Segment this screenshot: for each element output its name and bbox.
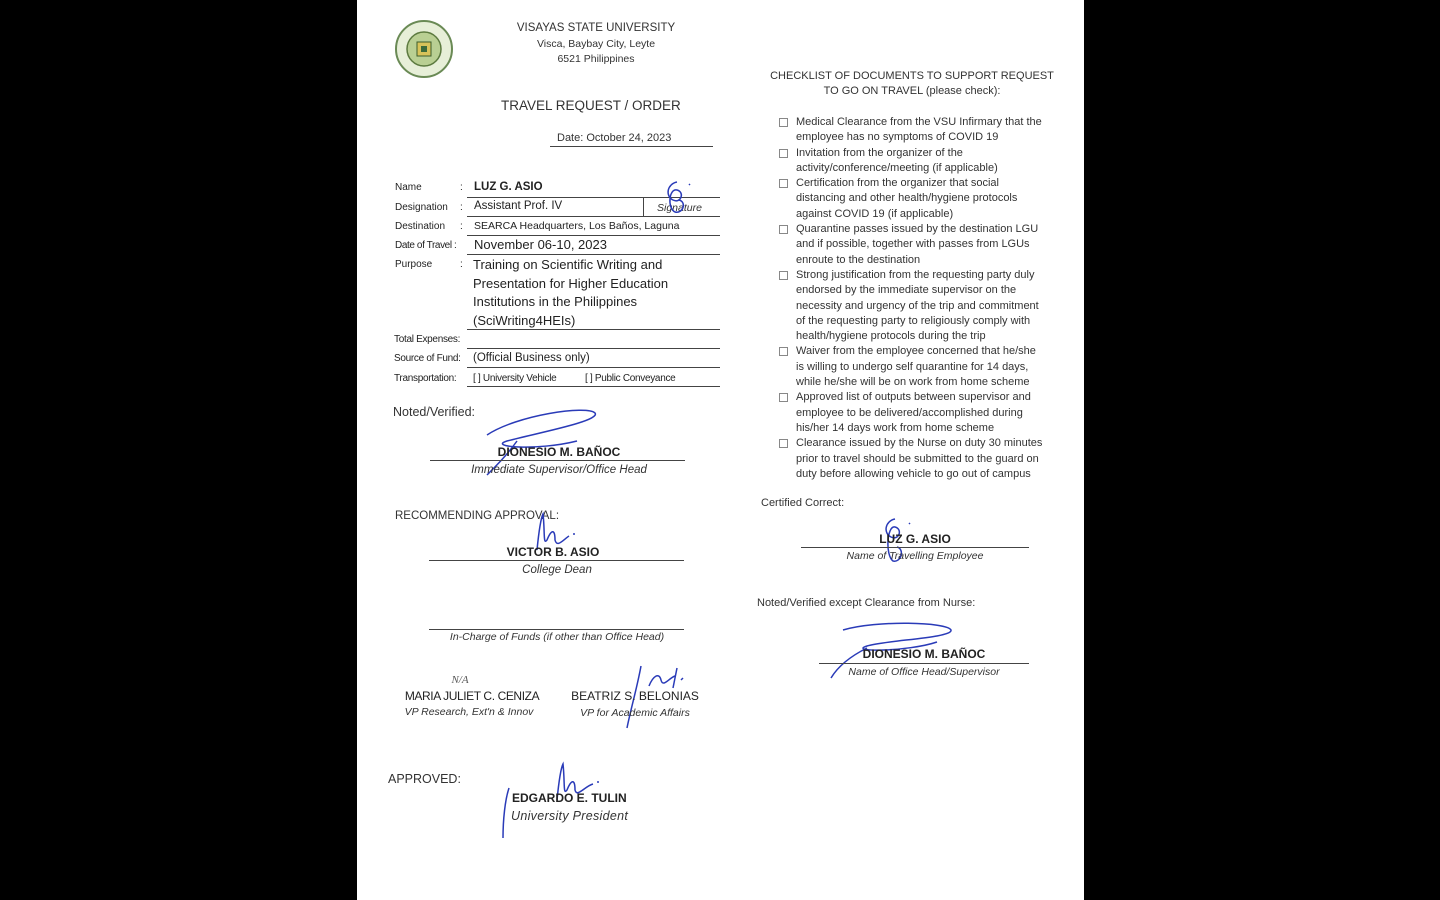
dean-name: VICTOR B. ASIO <box>506 545 600 559</box>
certified-correct-label: Certified Correct: <box>761 497 845 509</box>
designation-label: Designation <box>395 202 448 213</box>
form-date: Date: October 24, 2023 <box>557 132 672 144</box>
checklist-item-line: Clearance issued by the Nurse on duty 30 minutes <box>796 437 1043 450</box>
checkbox[interactable] <box>779 118 788 127</box>
field-line <box>467 235 720 236</box>
field-line <box>467 367 720 368</box>
transportation-label: Transportation: <box>394 373 457 384</box>
name-label: Name <box>395 182 422 193</box>
checklist-item-line: duty before allowing vehicle to go out of campus <box>796 467 1031 480</box>
checklist-item-line: health/hygiene protocols during the trip <box>796 330 986 343</box>
checklist-item-line: endorsed by the immediate supervisor on the <box>796 284 1017 297</box>
university-address-line2: 6521 Philippines <box>557 53 635 65</box>
signature-label: Signature <box>657 202 702 214</box>
public-conveyance-option: [ ] Public Conveyance <box>585 373 676 384</box>
designation-value: Assistant Prof. IV <box>474 200 563 212</box>
noted-except-nurse-label: Noted/Verified except Clearance from Nurse: <box>757 597 976 609</box>
form-title: TRAVEL REQUEST / ORDER <box>501 98 681 113</box>
funds-in-charge-title: In-Charge of Funds (if other than Office Head) <box>449 631 665 643</box>
checklist-item-line: his/her 14 days work from home scheme <box>796 421 995 434</box>
supervisor-title: Immediate Supervisor/Office Head <box>471 464 647 476</box>
signature-divider <box>643 197 644 217</box>
purpose-value <box>473 256 668 330</box>
vp-academic-name: BEATRIZ S. BELONIAS <box>571 689 699 703</box>
checklist-item-line: Invitation from the organizer of the <box>796 146 963 159</box>
colon: : <box>460 182 463 193</box>
signature-line <box>429 629 684 630</box>
checklist-item-line: prior to travel should be submitted to the guard on <box>796 452 1039 465</box>
date-of-travel-label: Date of Travel : <box>395 240 457 251</box>
office-head-title: Name of Office Head/Supervisor <box>848 666 1000 678</box>
field-line <box>467 329 720 330</box>
noted-verified-label: Noted/Verified: <box>393 405 475 419</box>
vp-research-name: MARIA JULIET C. CENIZA <box>404 689 540 703</box>
checkbox[interactable] <box>779 393 788 402</box>
university-seal-logo <box>393 18 455 80</box>
checklist-item-line: Waiver from the employee concerned that he/she <box>796 345 1036 358</box>
purpose-line: Training on Scientific Writing and <box>473 257 663 272</box>
checklist-item-line: of the requesting party to religiously comply with <box>796 314 1031 327</box>
destination-value: SEARCA Headquarters, Los Baños, Laguna <box>474 220 680 232</box>
checklist-item-line: is willing to undergo self quarantine for 14 days, <box>796 360 1029 373</box>
source-of-fund-value: (Official Business only) <box>473 352 590 364</box>
checkbox[interactable] <box>779 439 788 448</box>
employee-signature <box>659 178 699 218</box>
date-of-travel-value: November 06-10, 2023 <box>474 237 607 252</box>
checklist-item <box>796 115 1042 146</box>
checklist-item-line: enroute to the destination <box>796 253 921 266</box>
field-line <box>467 254 720 255</box>
signature-line <box>430 460 685 461</box>
president-name: EDGARDO E. TULIN <box>512 791 627 805</box>
date-underline <box>550 146 713 147</box>
colon: : <box>460 259 463 270</box>
signature-line <box>429 560 684 561</box>
president-title: University President <box>511 809 629 823</box>
approved-label: APPROVED: <box>388 772 461 786</box>
checkbox[interactable] <box>779 179 788 188</box>
field-line <box>467 348 720 349</box>
purpose-line: Institutions in the Philippines <box>473 294 638 309</box>
checklist-title-line2: TO GO ON TRAVEL (please check): <box>823 85 1001 97</box>
document-page <box>357 0 1084 900</box>
travelling-employee-title: Name of Travelling Employee <box>846 550 984 562</box>
office-head-name: DIONESIO M. BAÑOC <box>862 647 986 661</box>
checklist-item <box>796 222 1042 268</box>
checkbox[interactable] <box>779 225 788 234</box>
colon: : <box>460 221 463 232</box>
checkbox[interactable] <box>779 149 788 158</box>
university-name: VISAYAS STATE UNIVERSITY <box>516 22 676 34</box>
colon: : <box>460 202 463 213</box>
purpose-line: (SciWriting4HEIs) <box>473 312 576 328</box>
date-of-travel-label-text: Date of Travel <box>395 240 452 251</box>
signature-line <box>819 663 1029 664</box>
travelling-employee-name: LUZ G. ASIO <box>879 532 951 546</box>
purpose-label: Purpose <box>395 259 433 270</box>
vp-research-title: VP Research, Ext'n & Innov <box>404 706 534 718</box>
university-vehicle-option: [ ] University Vehicle <box>473 373 557 384</box>
name-value: LUZ G. ASIO <box>474 181 543 193</box>
dean-title: College Dean <box>522 564 592 576</box>
checklist <box>796 115 1042 482</box>
checklist-item <box>796 146 1042 177</box>
checklist-item-line: distancing and other health/hygiene protocols <box>796 192 1018 205</box>
destination-label: Destination <box>395 221 446 232</box>
checklist-item <box>796 390 1042 436</box>
checklist-item-line: Strong justification from the requesting party duly <box>796 268 1035 281</box>
checklist-item-line: while he/she will be on work from home scheme <box>796 376 1030 389</box>
purpose-line: Presentation for Higher Education <box>473 275 669 291</box>
vp-academic-title: VP for Academic Affairs <box>580 707 690 719</box>
checklist-item-line: Medical Clearance from the VSU Infirmary that the <box>796 116 1042 128</box>
not-applicable-note: N/A <box>451 674 469 686</box>
field-line <box>467 386 720 387</box>
checklist-item-line: and if possible, together with passes from LGUs <box>796 238 1030 251</box>
text-cursor-icon: I <box>388 6 397 22</box>
checklist-item <box>796 268 1042 344</box>
recommending-approval-label: RECOMMENDING APPROVAL: <box>395 510 560 522</box>
source-of-fund-label: Source of Fund: <box>394 353 461 364</box>
checklist-item-line: Quarantine passes issued by the destination LGU <box>796 223 1039 236</box>
checklist-item-line: necessity and urgency of the trip and commitment <box>796 299 1039 312</box>
checklist-title-line1: CHECKLIST OF DOCUMENTS TO SUPPORT REQUEST <box>770 70 1054 82</box>
signature-line <box>801 547 1029 548</box>
checklist-item-line: activity/conference/meeting (if applicable) <box>796 161 998 174</box>
checkbox[interactable] <box>779 347 788 356</box>
university-address-line1: Visca, Baybay City, Leyte <box>536 38 656 50</box>
checklist-item <box>796 176 1042 222</box>
supervisor-name: DIONESIO M. BAÑOC <box>497 445 621 459</box>
checklist-item-line: against COVID 19 (if applicable) <box>796 207 954 220</box>
checklist-item-line: Approved list of outputs between supervisor and <box>796 391 1031 404</box>
checklist-item-line: Certification from the organizer that social <box>796 177 999 190</box>
checkbox[interactable] <box>779 271 788 280</box>
checklist-item-line: employee has no symptoms of COVID 19 <box>796 131 999 144</box>
checklist-item <box>796 344 1042 390</box>
total-expenses-label: Total Expenses: <box>394 334 461 345</box>
checklist-item-line: employee to be delivered/accomplished during <box>796 406 1023 419</box>
checklist-item <box>796 436 1042 482</box>
